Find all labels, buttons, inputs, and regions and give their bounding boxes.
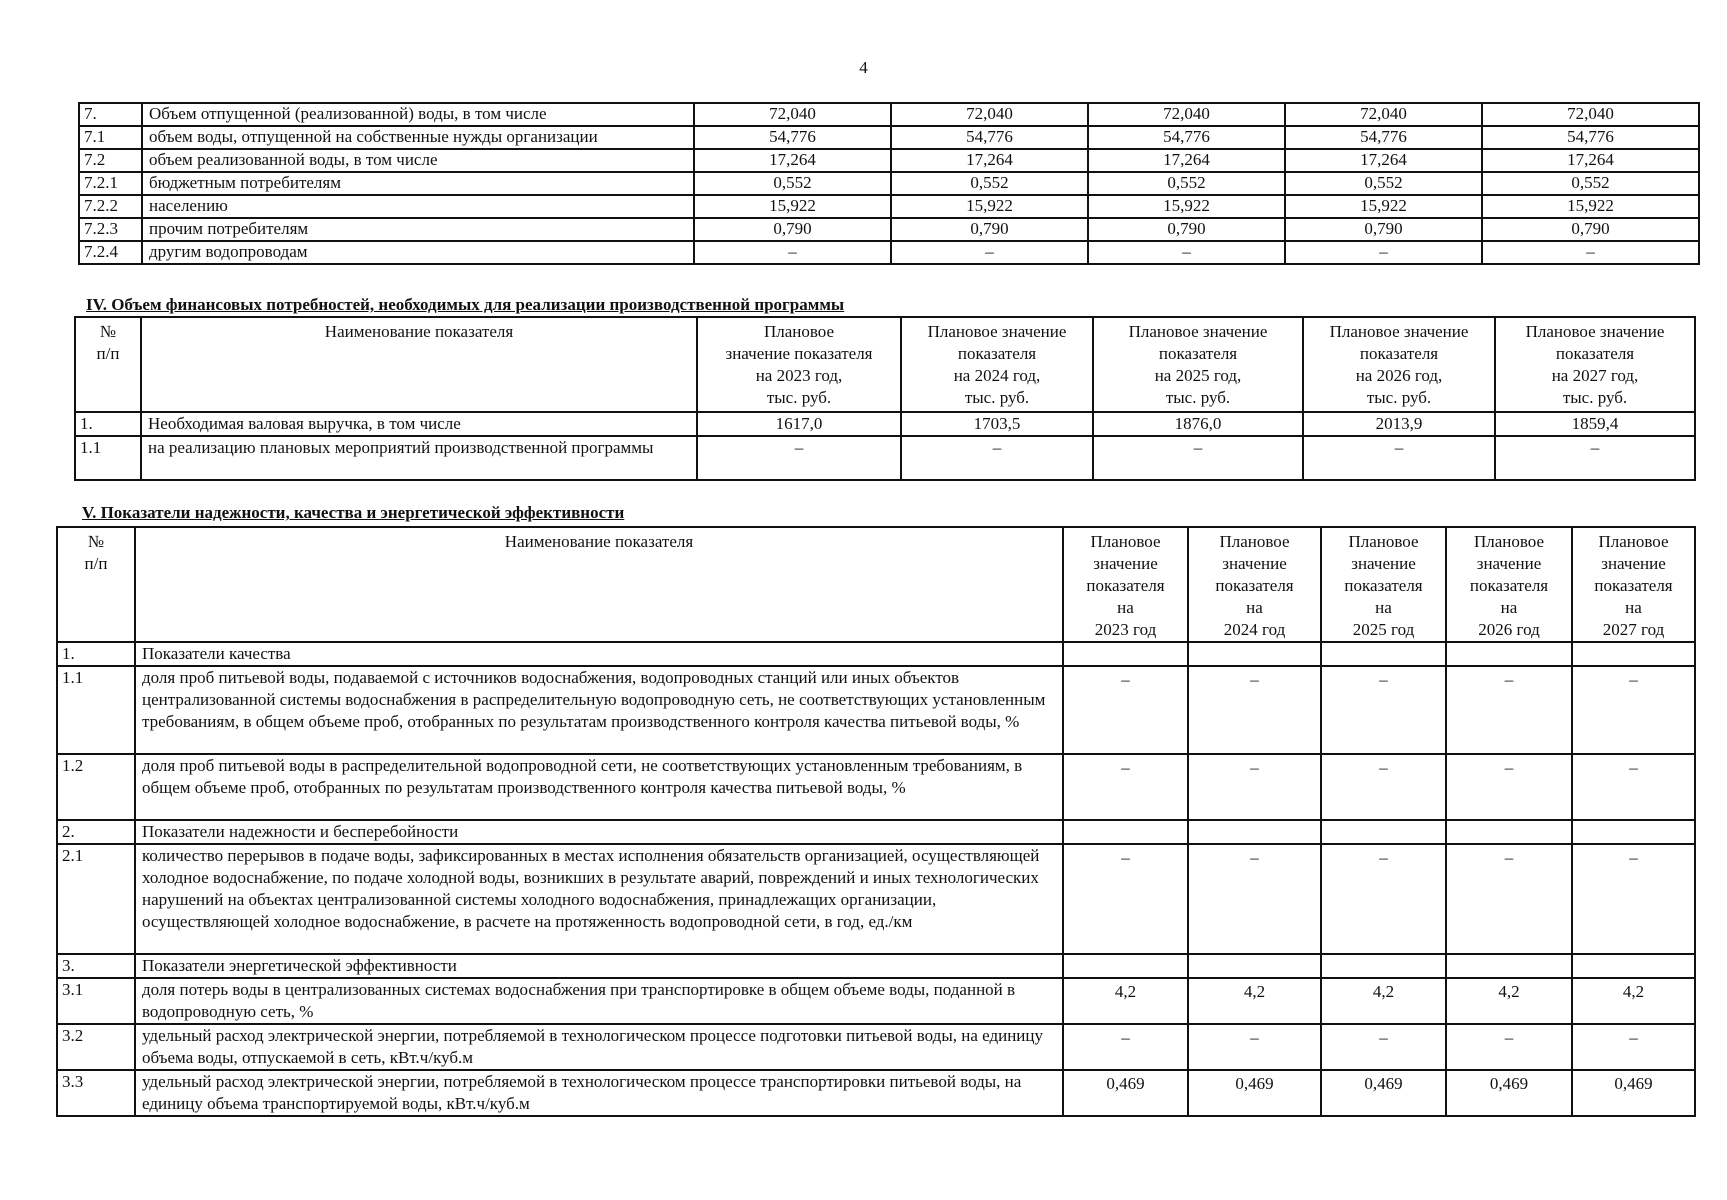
row-number: 3. bbox=[57, 954, 135, 978]
value-cell: – bbox=[1063, 666, 1188, 754]
value-cell: – bbox=[1572, 1024, 1695, 1070]
table-row bbox=[79, 195, 1699, 218]
water-volume-table bbox=[78, 102, 1700, 265]
value-cell: 1617,0 bbox=[697, 412, 901, 436]
column-header-line: показателя bbox=[1594, 576, 1673, 595]
value-cell: – bbox=[1572, 844, 1695, 954]
indicator-name: удельный расход электрической энергии, потребляемой в технологическом процессе транспортировки питьевой воды, на единицу объема транспортируемой воды, кВт.ч/куб.м bbox=[135, 1070, 1063, 1116]
indicator-name: Показатели надежности и бесперебойности bbox=[135, 820, 1063, 844]
indicator-name: на реализацию плановых мероприятий производственной программы bbox=[141, 436, 697, 480]
column-header-line: тыс. руб. bbox=[1366, 388, 1432, 407]
table-row bbox=[79, 126, 1699, 149]
column-header-line: на 2025 год, bbox=[1154, 366, 1242, 385]
column-header-line: показателя bbox=[1158, 344, 1238, 363]
column-header-line: Плановое значение bbox=[927, 322, 1067, 341]
column-header-line: показателя bbox=[1086, 576, 1165, 595]
value-cell: 4,2 bbox=[1063, 978, 1188, 1024]
table-row bbox=[79, 103, 1699, 126]
table-row bbox=[57, 820, 1695, 844]
value-cell bbox=[1572, 954, 1695, 978]
column-header-indicator-name: Наименование показателя bbox=[135, 527, 1063, 642]
value-cell: – bbox=[1285, 241, 1482, 264]
value-cell: – bbox=[1093, 436, 1303, 480]
table-row bbox=[57, 642, 1695, 666]
column-header-plan-2027 bbox=[1572, 527, 1695, 642]
value-cell bbox=[1188, 820, 1321, 844]
value-cell: 54,776 bbox=[1482, 126, 1699, 149]
value-cell: 17,264 bbox=[1088, 149, 1285, 172]
column-header-line: показателя bbox=[1555, 344, 1635, 363]
value-cell bbox=[1446, 820, 1572, 844]
value-cell: – bbox=[694, 241, 891, 264]
row-number: 7.2.4 bbox=[79, 241, 142, 264]
value-cell: 0,552 bbox=[1285, 172, 1482, 195]
value-cell: 0,469 bbox=[1572, 1070, 1695, 1116]
column-header-number-line: п/п bbox=[84, 554, 108, 573]
value-cell bbox=[1572, 642, 1695, 666]
indicator-name: населению bbox=[142, 195, 694, 218]
column-header-line: Плановое bbox=[1090, 532, 1161, 551]
column-header-plan-2026 bbox=[1303, 317, 1495, 412]
column-header-line: Плановое bbox=[763, 322, 835, 341]
table-row bbox=[79, 218, 1699, 241]
value-cell: 0,552 bbox=[891, 172, 1088, 195]
value-cell: 17,264 bbox=[1482, 149, 1699, 172]
value-cell: 4,2 bbox=[1188, 978, 1321, 1024]
value-cell: 72,040 bbox=[891, 103, 1088, 126]
column-header-plan-2027 bbox=[1495, 317, 1695, 412]
column-header-line: на 2024 год, bbox=[953, 366, 1041, 385]
value-cell: 1703,5 bbox=[901, 412, 1093, 436]
value-cell: 17,264 bbox=[891, 149, 1088, 172]
value-cell: – bbox=[1446, 844, 1572, 954]
column-header-line: значение bbox=[1093, 554, 1158, 573]
value-cell: – bbox=[1321, 754, 1446, 820]
indicator-name: Объем отпущенной (реализованной) воды, в том числе bbox=[142, 103, 694, 126]
value-cell: – bbox=[1446, 754, 1572, 820]
column-header-line: на bbox=[1375, 598, 1392, 617]
column-header-plan-2023 bbox=[697, 317, 901, 412]
financial-needs-header-row bbox=[75, 317, 1695, 412]
column-header-line: показателя bbox=[1344, 576, 1423, 595]
table-row bbox=[57, 754, 1695, 820]
row-number: 1.1 bbox=[57, 666, 135, 754]
value-cell: 0,790 bbox=[1088, 218, 1285, 241]
value-cell: – bbox=[891, 241, 1088, 264]
column-header-line: на bbox=[1117, 598, 1134, 617]
table-row bbox=[57, 666, 1695, 754]
column-header-line: показателя bbox=[1359, 344, 1439, 363]
value-cell: 4,2 bbox=[1321, 978, 1446, 1024]
value-cell bbox=[1188, 642, 1321, 666]
column-header-line: тыс. руб. bbox=[766, 388, 832, 407]
value-cell: – bbox=[1188, 1024, 1321, 1070]
column-header-line: Плановое значение bbox=[1329, 322, 1469, 341]
table-row bbox=[57, 978, 1695, 1024]
column-header-line: 2027 год bbox=[1602, 620, 1665, 639]
column-header-line: Плановое bbox=[1473, 532, 1545, 551]
value-cell: 72,040 bbox=[1088, 103, 1285, 126]
value-cell: – bbox=[1188, 754, 1321, 820]
value-cell: – bbox=[1572, 754, 1695, 820]
table-row bbox=[79, 241, 1699, 264]
value-cell: – bbox=[1482, 241, 1699, 264]
value-cell: – bbox=[697, 436, 901, 480]
indicator-name: доля потерь воды в централизованных системах водоснабжения при транспортировке в общем объеме воды, поданной в водопроводную сеть, % bbox=[135, 978, 1063, 1024]
column-header-plan-2024 bbox=[901, 317, 1093, 412]
value-cell: – bbox=[1321, 666, 1446, 754]
table-row bbox=[79, 149, 1699, 172]
value-cell: 0,469 bbox=[1446, 1070, 1572, 1116]
value-cell: 54,776 bbox=[694, 126, 891, 149]
column-header-plan-2023 bbox=[1063, 527, 1188, 642]
value-cell: – bbox=[1446, 1024, 1572, 1070]
value-cell: 17,264 bbox=[694, 149, 891, 172]
value-cell: – bbox=[1063, 844, 1188, 954]
section-iv-heading: IV. Объем финансовых потребностей, необходимых для реализации производственной программы bbox=[86, 295, 845, 314]
table-row bbox=[57, 1070, 1695, 1116]
value-cell bbox=[1321, 820, 1446, 844]
value-cell: – bbox=[1321, 844, 1446, 954]
column-header-line: тыс. руб. bbox=[1562, 388, 1628, 407]
row-number: 1.2 bbox=[57, 754, 135, 820]
column-header-number bbox=[57, 527, 135, 642]
column-header-number-line: № bbox=[99, 322, 117, 341]
value-cell: 4,2 bbox=[1572, 978, 1695, 1024]
column-header-line: Плановое bbox=[1348, 532, 1419, 551]
column-header-line: значение bbox=[1222, 554, 1287, 573]
page-number: 4 bbox=[859, 58, 868, 77]
value-cell: 0,790 bbox=[1482, 218, 1699, 241]
column-header-line: значение bbox=[1476, 554, 1542, 573]
row-number: 7.2.2 bbox=[79, 195, 142, 218]
indicator-name: доля проб питьевой воды в распределительной водопроводной сети, не соответствующих установленным требованиям, в общем объеме проб, отобранных по результатам производственного контроля качества питьевой воды, % bbox=[135, 754, 1063, 820]
reliability-quality-table bbox=[56, 526, 1696, 1117]
value-cell: – bbox=[1188, 666, 1321, 754]
column-header-line: Плановое bbox=[1219, 532, 1290, 551]
value-cell: 15,922 bbox=[1088, 195, 1285, 218]
water-volume-table-body bbox=[79, 103, 1699, 264]
column-header-line: 2026 год bbox=[1478, 620, 1540, 639]
column-header-line: на 2027 год, bbox=[1551, 366, 1639, 385]
value-cell bbox=[1321, 642, 1446, 666]
value-cell: – bbox=[1572, 666, 1695, 754]
indicator-name: Показатели качества bbox=[135, 642, 1063, 666]
column-header-line: значение bbox=[1351, 554, 1416, 573]
row-number: 7.2 bbox=[79, 149, 142, 172]
value-cell bbox=[1446, 642, 1572, 666]
column-header-line: тыс. руб. bbox=[1165, 388, 1231, 407]
indicator-name: другим водопроводам bbox=[142, 241, 694, 264]
value-cell bbox=[1321, 954, 1446, 978]
table-row bbox=[57, 954, 1695, 978]
value-cell bbox=[1572, 820, 1695, 844]
value-cell bbox=[1063, 954, 1188, 978]
value-cell: – bbox=[1088, 241, 1285, 264]
value-cell: – bbox=[1063, 754, 1188, 820]
section-v-heading: V. Показатели надежности, качества и энергетической эффективности bbox=[82, 503, 625, 522]
value-cell: – bbox=[1188, 844, 1321, 954]
value-cell: 15,922 bbox=[1285, 195, 1482, 218]
value-cell bbox=[1188, 954, 1321, 978]
value-cell: 0,552 bbox=[1482, 172, 1699, 195]
row-number: 1. bbox=[75, 412, 141, 436]
reliability-quality-table-body bbox=[57, 642, 1695, 1116]
row-number: 3.3 bbox=[57, 1070, 135, 1116]
value-cell: 72,040 bbox=[1482, 103, 1699, 126]
value-cell: 17,264 bbox=[1285, 149, 1482, 172]
column-header-line: значение показателя bbox=[725, 344, 873, 363]
row-number: 7.2.3 bbox=[79, 218, 142, 241]
row-number: 2.1 bbox=[57, 844, 135, 954]
value-cell: 72,040 bbox=[1285, 103, 1482, 126]
column-header-number-line: п/п bbox=[96, 344, 120, 363]
table-row bbox=[79, 172, 1699, 195]
financial-needs-table bbox=[74, 316, 1696, 481]
value-cell: – bbox=[901, 436, 1093, 480]
value-cell: 15,922 bbox=[1482, 195, 1699, 218]
column-header-plan-2025 bbox=[1093, 317, 1303, 412]
column-header-line: показателя bbox=[957, 344, 1037, 363]
value-cell: 54,776 bbox=[891, 126, 1088, 149]
value-cell: 54,776 bbox=[1285, 126, 1482, 149]
value-cell: – bbox=[1495, 436, 1695, 480]
column-header-line: 2025 год bbox=[1352, 620, 1415, 639]
value-cell: – bbox=[1063, 1024, 1188, 1070]
table-row bbox=[75, 436, 1695, 480]
column-header-line: Плановое значение bbox=[1128, 322, 1268, 341]
value-cell: 15,922 bbox=[694, 195, 891, 218]
value-cell: 72,040 bbox=[694, 103, 891, 126]
row-number: 2. bbox=[57, 820, 135, 844]
value-cell: 0,469 bbox=[1188, 1070, 1321, 1116]
indicator-name: объем реализованной воды, в том числе bbox=[142, 149, 694, 172]
table-row bbox=[75, 412, 1695, 436]
row-number: 3.1 bbox=[57, 978, 135, 1024]
value-cell: 1876,0 bbox=[1093, 412, 1303, 436]
reliability-quality-header-row bbox=[57, 527, 1695, 642]
indicator-name: бюджетным потребителям bbox=[142, 172, 694, 195]
value-cell: 2013,9 bbox=[1303, 412, 1495, 436]
column-header-line: значение bbox=[1601, 554, 1666, 573]
column-header-line: 2023 год bbox=[1094, 620, 1157, 639]
column-header-number-line: № bbox=[87, 532, 105, 551]
indicator-name: количество перерывов в подаче воды, зафиксированных в местах исполнения обязательств организацией, осуществляющей холодное водоснабжение, по подаче холодной воды, возникших в результате аварий, повреждений и иных технологических нарушений на объектах централизованной системы холодного водоснабжения, принадлежащих организации, осуществляющей холодное водоснабжение, в расчете на протяженность водопроводной сети, в год, ед./км bbox=[135, 844, 1063, 954]
indicator-name: объем воды, отпущенной на собственные нужды организации bbox=[142, 126, 694, 149]
column-header-line: Плановое значение bbox=[1525, 322, 1665, 341]
value-cell: 54,776 bbox=[1088, 126, 1285, 149]
row-number: 7.1 bbox=[79, 126, 142, 149]
indicator-name: Необходимая валовая выручка, в том числе bbox=[141, 412, 697, 436]
column-header-plan-2024 bbox=[1188, 527, 1321, 642]
row-number: 3.2 bbox=[57, 1024, 135, 1070]
value-cell bbox=[1446, 954, 1572, 978]
row-number: 7.2.1 bbox=[79, 172, 142, 195]
value-cell: 0,469 bbox=[1321, 1070, 1446, 1116]
table-row bbox=[57, 844, 1695, 954]
value-cell bbox=[1063, 642, 1188, 666]
value-cell bbox=[1063, 820, 1188, 844]
column-header-line: показателя bbox=[1215, 576, 1294, 595]
column-header-line: на bbox=[1500, 598, 1518, 617]
value-cell: 0,552 bbox=[1088, 172, 1285, 195]
value-cell: 0,790 bbox=[891, 218, 1088, 241]
value-cell: 0,790 bbox=[1285, 218, 1482, 241]
row-number: 1. bbox=[57, 642, 135, 666]
column-header-line: тыс. руб. bbox=[964, 388, 1030, 407]
value-cell: 4,2 bbox=[1446, 978, 1572, 1024]
indicator-name: удельный расход электрической энергии, потребляемой в технологическом процессе подготовки питьевой воды, на единицу объема воды, отпускаемой в сеть, кВт.ч/куб.м bbox=[135, 1024, 1063, 1070]
column-header-plan-2026 bbox=[1446, 527, 1572, 642]
column-header-line: показателя bbox=[1469, 576, 1549, 595]
indicator-name: доля проб питьевой воды, подаваемой с источников водоснабжения, водопроводных станций или иных объектов централизованной системы водоснабжения в распределительную водопроводную сеть, не соответствующих установленным требованиям, в общем объеме проб, отобранных по результатам производственного контроля качества питьевой воды, % bbox=[135, 666, 1063, 754]
column-header-line: на 2023 год, bbox=[755, 366, 843, 385]
column-header-plan-2025 bbox=[1321, 527, 1446, 642]
column-header-line: 2024 год bbox=[1223, 620, 1286, 639]
column-header-line: на bbox=[1246, 598, 1263, 617]
financial-needs-table-body bbox=[75, 412, 1695, 480]
value-cell: – bbox=[1446, 666, 1572, 754]
value-cell: 0,790 bbox=[694, 218, 891, 241]
value-cell: – bbox=[1303, 436, 1495, 480]
table-row bbox=[57, 1024, 1695, 1070]
column-header-indicator-name: Наименование показателя bbox=[141, 317, 697, 412]
row-number: 7. bbox=[79, 103, 142, 126]
value-cell: 1859,4 bbox=[1495, 412, 1695, 436]
value-cell: 0,552 bbox=[694, 172, 891, 195]
row-number: 1.1 bbox=[75, 436, 141, 480]
value-cell: 15,922 bbox=[891, 195, 1088, 218]
column-header-line: Плановое bbox=[1598, 532, 1669, 551]
column-header-line: на 2026 год, bbox=[1355, 366, 1443, 385]
value-cell: 0,469 bbox=[1063, 1070, 1188, 1116]
value-cell: – bbox=[1321, 1024, 1446, 1070]
column-header-line: на bbox=[1625, 598, 1642, 617]
indicator-name: Показатели энергетической эффективности bbox=[135, 954, 1063, 978]
indicator-name: прочим потребителям bbox=[142, 218, 694, 241]
column-header-number bbox=[75, 317, 141, 412]
